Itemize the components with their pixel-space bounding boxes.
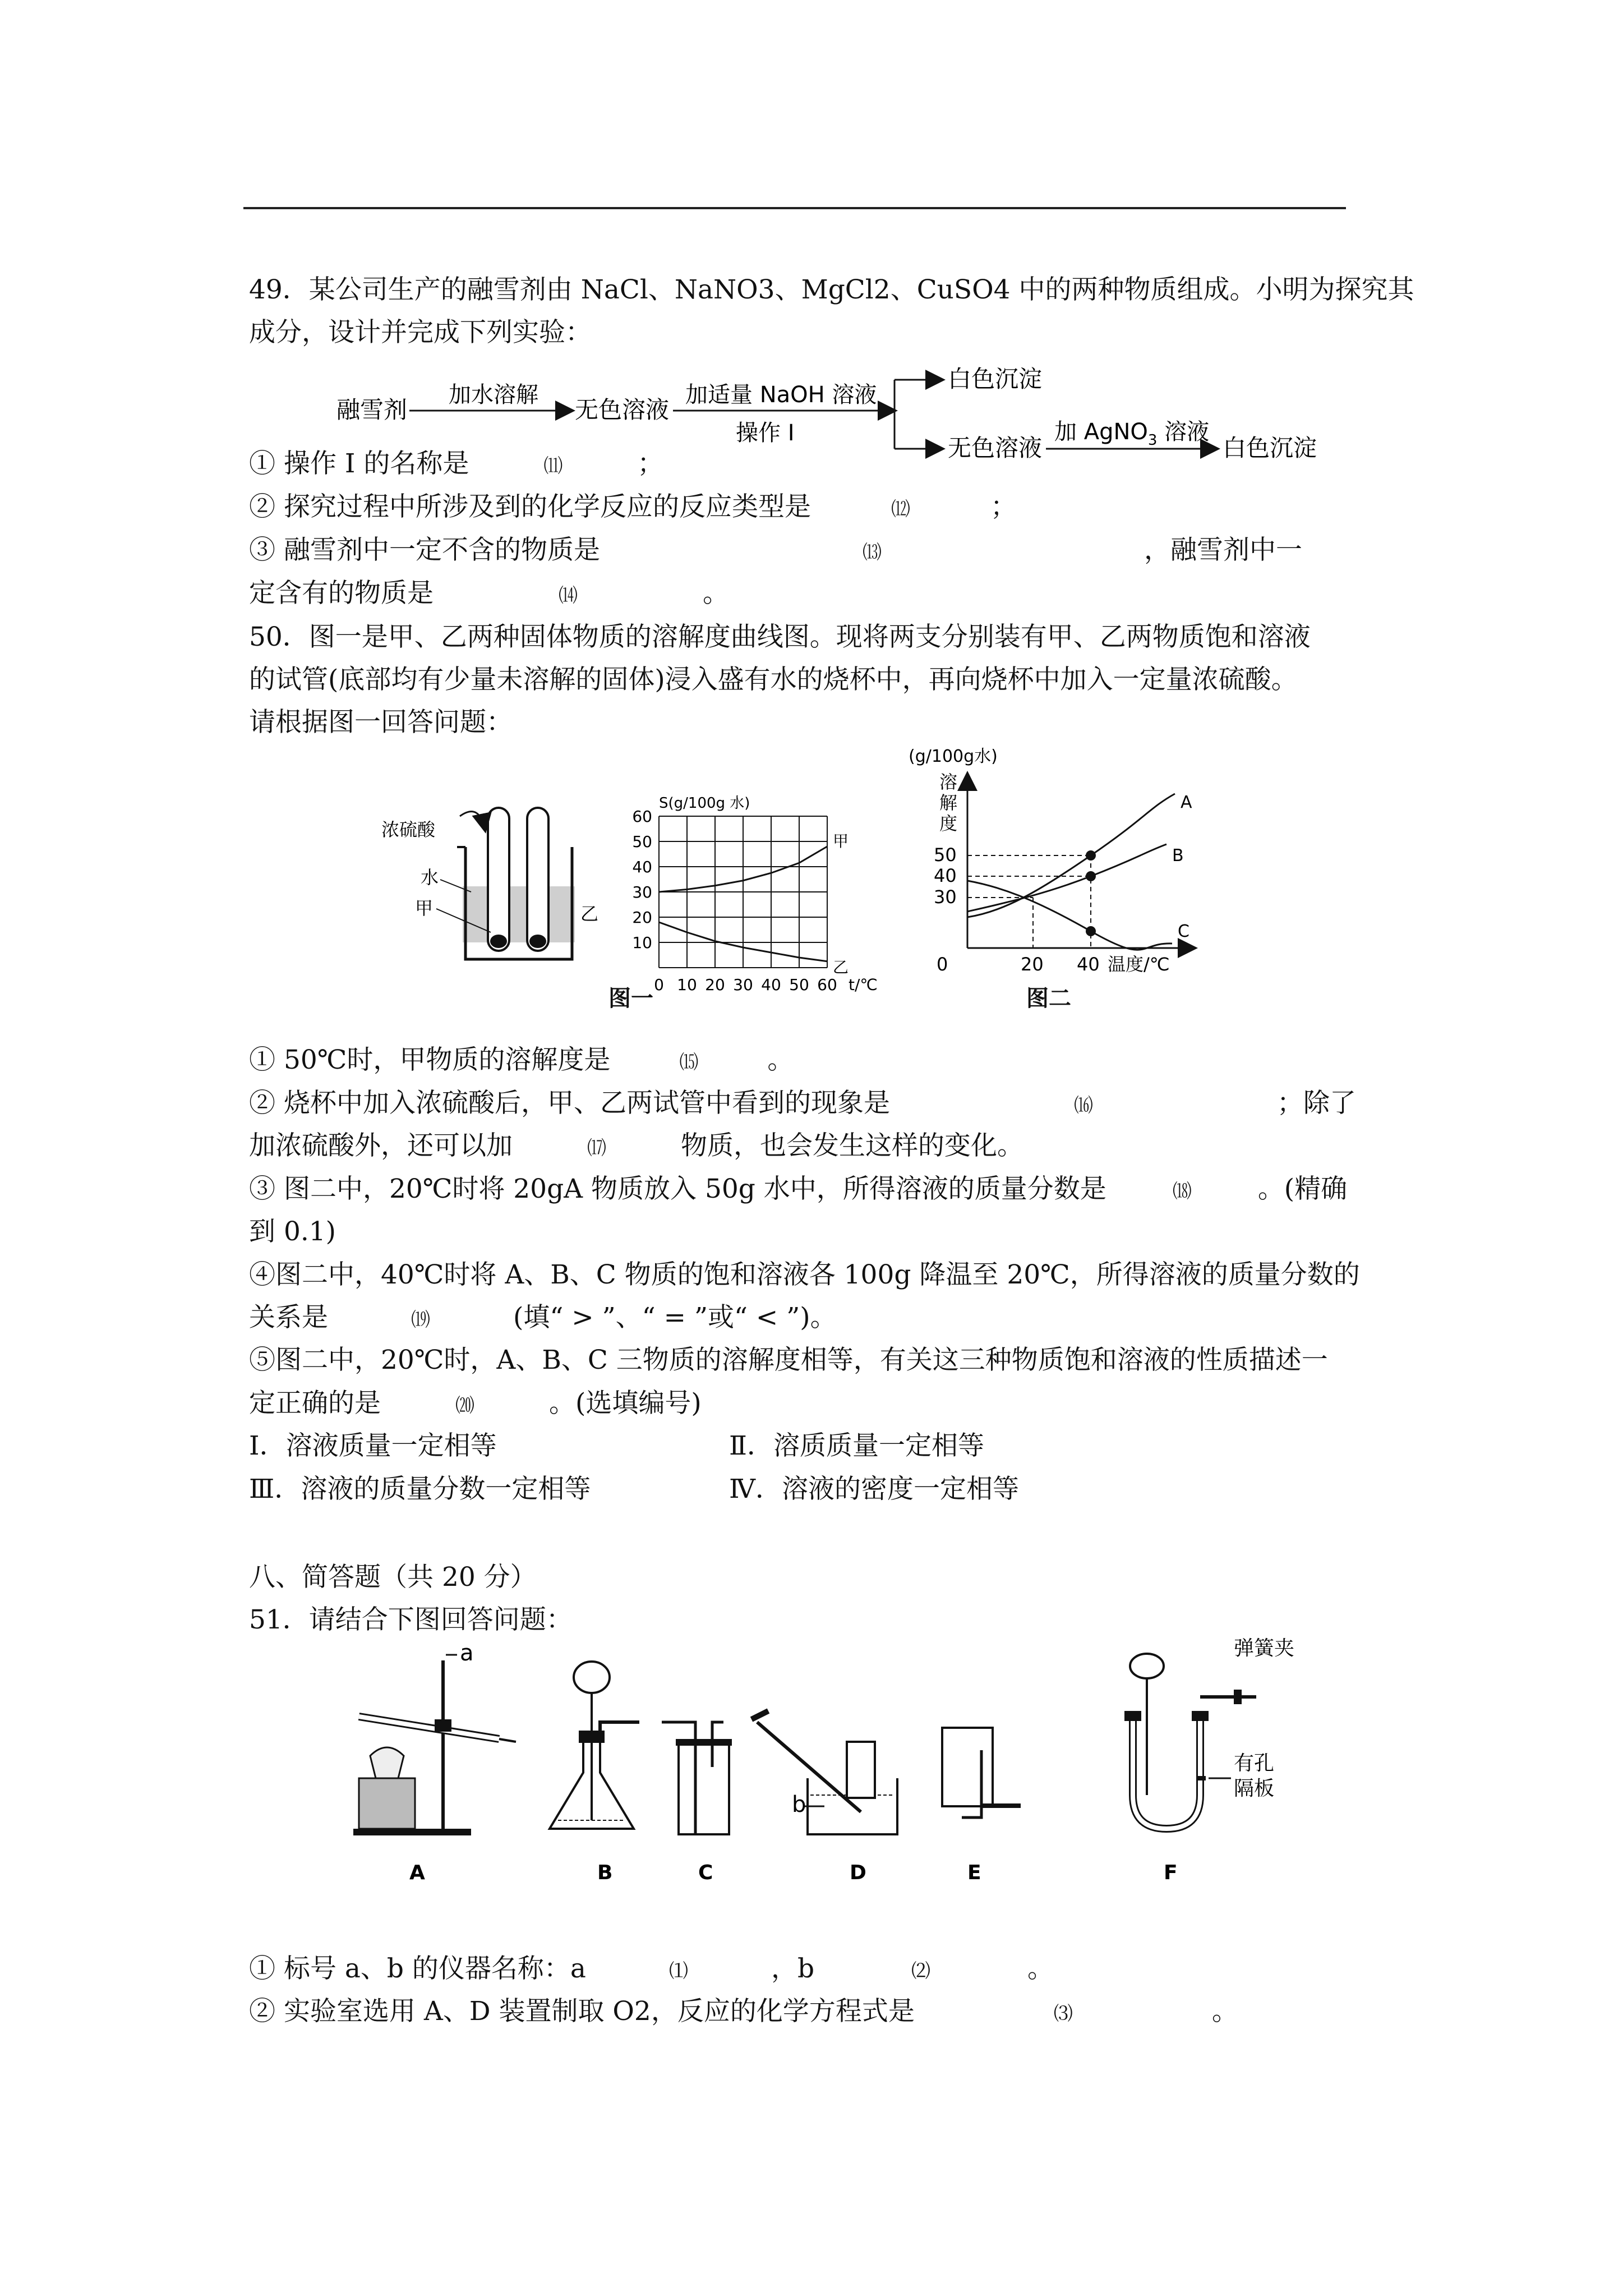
fig2-xtick-40: 40 (1077, 954, 1100, 975)
answer-blank-16: ⒃ (1073, 1094, 1093, 1117)
x-tick-label: 0 (654, 976, 664, 994)
beaker-figure (359, 785, 617, 1004)
solubility-chart-2 (909, 740, 1223, 987)
label-plate-2: 隔板 (1234, 1777, 1275, 1800)
answer-blank-11: ⑾ (543, 455, 563, 477)
y-tick-label: 10 (632, 933, 652, 952)
answer-blank-19: ⒆ (411, 1309, 430, 1331)
fig2-ylabel-2: 解 (939, 792, 958, 813)
label-yi: 乙 (580, 903, 599, 924)
q50-item5: ⑤图二中，20℃时，A、B、C 三物质的溶解度相等，有关这三种物质饱和溶液的性质描述一 (249, 1345, 1328, 1375)
q50-item3: ③ 图二中，20℃时将 20gA 物质放入 50g 水中，所得溶液的质量分数是 ⒅ 。(精确 (249, 1172, 1347, 1208)
x-tick-label: 60 (817, 976, 837, 994)
apparatus-c (662, 1722, 732, 1834)
fig2-curve-b (967, 844, 1166, 912)
q49-line2: 成分，设计并完成下列实验： (249, 317, 592, 348)
x-tick-label: 10 (677, 976, 697, 994)
q49-item3: ③ 融雪剂中一定不含的物质是 ⒀ ，融雪剂中一 (249, 533, 1302, 569)
label-a: a (460, 1640, 474, 1666)
x-tick-label: 20 (705, 976, 725, 994)
flow-start: 融雪剂 (336, 396, 408, 424)
flow-branch-top: 白色沉淀 (948, 365, 1043, 393)
apparatus-label-d: D (850, 1861, 866, 1884)
q50-item2-line2: 加浓硫酸外，还可以加 ⒄ 物质，也会发生这样的变化。 (249, 1129, 1023, 1165)
q50-item2: ② 烧杯中加入浓硫酸后，甲、乙两试管中看到的现象是 ⒃ ；除了 (249, 1087, 1356, 1122)
apparatus-f (1124, 1637, 1294, 1829)
flow-branch-bottom: 无色溶液 (948, 434, 1043, 462)
answer-blank-1: ⑴ (668, 1960, 688, 1982)
answer-blank-15: ⒂ (679, 1051, 699, 1074)
answer-blank-2: ⑵ (911, 1960, 931, 1982)
flow-arrow1-label: 加水溶解 (449, 382, 538, 408)
q50-item4-line2: 关系是 ⒆ (填“ > ”、“ = ”或“ < ”)。 (249, 1301, 837, 1337)
apparatus-label-c: C (698, 1861, 713, 1884)
q49-item2: ② 探究过程中所涉及到的化学反应的反应类型是 ⑿ ； (249, 490, 1017, 526)
q50-option-4: Ⅳ．溶液的密度一定相等 (729, 1474, 1019, 1504)
label-spring-clip: 弹簧夹 (1234, 1637, 1295, 1660)
solubility-chart-1 (606, 785, 897, 999)
q50-item1: ① 50℃时，甲物质的溶解度是 ⒂ 。 (249, 1043, 794, 1079)
fig2-unit: (g/100g水) (909, 747, 998, 766)
y-tick-label: 20 (632, 908, 652, 927)
fig2-label-a: A (1181, 793, 1192, 812)
label-plate-1: 有孔 (1234, 1752, 1275, 1775)
q50-item4: ④图二中，40℃时将 A、B、C 物质的饱和溶液各 100g 降温至 20℃，所得溶液的质量分数的 (249, 1259, 1360, 1290)
apparatus-figure (336, 1627, 1324, 1896)
y-tick-label: 50 (632, 832, 652, 851)
flow-mid: 无色溶液 (575, 396, 670, 424)
q50-option-3: Ⅲ．溶液的质量分数一定相等 (249, 1474, 591, 1504)
apparatus-a (353, 1640, 516, 1835)
q50-option-1: Ⅰ．溶液质量一定相等 (249, 1430, 497, 1461)
q50-item3-line2: 到 0.1) (249, 1216, 336, 1247)
q51-item2: ② 实验室选用 A、D 装置制取 O2，反应的化学方程式是 ⑶ 。 (249, 1995, 1238, 2031)
y-tick-label: 60 (632, 807, 652, 826)
x-tick-label: 40 (761, 976, 781, 994)
y-tick-label: 40 (632, 858, 652, 876)
q50-line1: 50．图一是甲、乙两种固体物质的溶解度曲线图。现将两支分别装有甲、乙两物质饱和溶液 (249, 622, 1311, 652)
fig2-ytick-30: 30 (934, 886, 957, 908)
label-acid: 浓硫酸 (381, 819, 436, 840)
x-tick-label: 30 (733, 976, 753, 994)
series-label-jia: 甲 (833, 832, 849, 850)
flow-arrow2-bottom: 操作 I (736, 420, 795, 446)
answer-blank-14: ⒁ (559, 585, 578, 607)
apparatus-label-b: B (597, 1861, 613, 1884)
section8-title: 八、简答题（共 20 分） (249, 1562, 537, 1593)
apparatus-b (550, 1662, 639, 1829)
apparatus-label-f: F (1164, 1861, 1178, 1884)
fig2-ylabel-1: 溶 (939, 771, 958, 793)
x-axis-label: t/℃ (849, 976, 878, 994)
q50-line2: 的试管(底部均有少量未溶解的固体)浸入盛有水的烧杯中，再向烧杯中加入一定量浓硫酸。 (249, 664, 1298, 695)
series-label-yi: 乙 (833, 958, 849, 977)
q49-line1: 49．某公司生产的融雪剂由 NaCl、NaNO3、MgCl2、CuSO4 中的两种物质组成。小明为探究其 (249, 274, 1414, 305)
label-b: b (792, 1792, 806, 1818)
q50-line3: 请根据图一回答问题： (249, 707, 513, 738)
fig2-caption: 图二 (1026, 986, 1071, 1011)
apparatus-label-e: E (967, 1861, 981, 1884)
fig2-xlabel: 温度/℃ (1108, 954, 1170, 975)
flow-end: 白色沉淀 (1223, 434, 1317, 462)
q51-line1: 51．请结合下图回答问题： (249, 1604, 573, 1635)
answer-blank-12: ⑿ (891, 498, 910, 521)
fig2-label-c: C (1178, 922, 1189, 941)
x-tick-label: 50 (789, 976, 809, 994)
label-water: 水 (421, 867, 439, 888)
fig2-ytick-50: 50 (934, 844, 957, 866)
answer-blank-18: ⒅ (1172, 1180, 1192, 1203)
chart-title: S(g/100g 水) (659, 795, 750, 812)
fig1-caption: 图一 (608, 986, 653, 1011)
y-tick-label: 30 (632, 883, 652, 901)
fig2-ylabel-3: 度 (939, 813, 958, 834)
flow-arrow3-label: 加 AgNO$_3$ 溶液 (1054, 419, 1210, 449)
q49-item3-line2: 定含有的物质是 ⒁ 。 (249, 577, 729, 613)
fig2-ytick-40: 40 (934, 865, 957, 886)
fig2-curve-c (967, 881, 1172, 950)
fig2-label-b: B (1172, 846, 1184, 866)
apparatus-d (751, 1711, 897, 1834)
header-rule (243, 207, 1346, 209)
answer-blank-20: ⒇ (455, 1395, 474, 1417)
q51-item1: ① 标号 a、b 的仪器名称：a ⑴ ，b ⑵ 。 (249, 1952, 1054, 1988)
label-jia: 甲 (415, 898, 434, 919)
answer-blank-13: ⒀ (862, 541, 882, 564)
apparatus-label-a: A (409, 1861, 425, 1884)
apparatus-e (942, 1728, 1021, 1818)
flow-arrow2-top: 加适量 NaOH 溶液 (685, 382, 877, 408)
fig2-xtick-20: 20 (1021, 954, 1044, 975)
fig2-xtick-0: 0 (937, 954, 948, 975)
answer-blank-3: ⑶ (1053, 2003, 1073, 2025)
q50-option-2: Ⅱ．溶质质量一定相等 (729, 1430, 984, 1461)
q49-item1: ① 操作 I 的名称是 ⑾ ； (249, 447, 663, 483)
q50-item5-line2: 定正确的是 ⒇ 。(选填编号) (249, 1387, 702, 1423)
answer-blank-17: ⒄ (587, 1137, 606, 1159)
